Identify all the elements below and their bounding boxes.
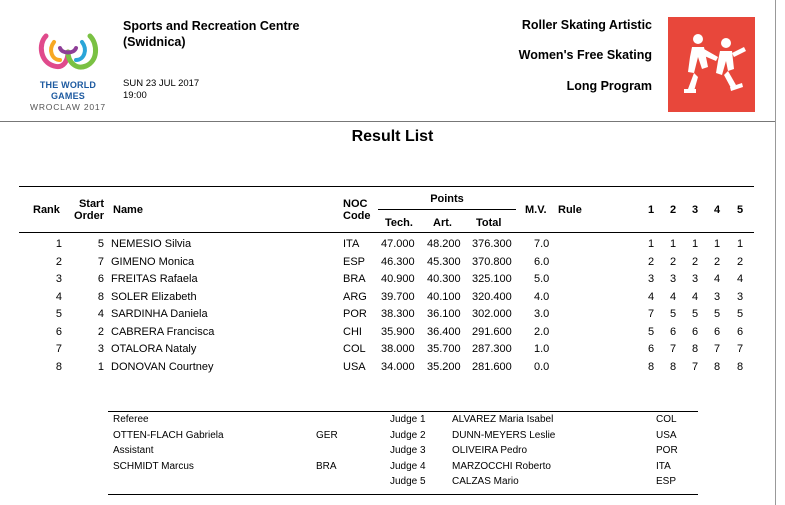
col-start: Start (78, 198, 104, 210)
cell-mv: 4.0 (534, 290, 550, 303)
date-time (123, 78, 199, 102)
judge-noc: ITA (656, 460, 671, 472)
cell-order: 8 (97, 290, 104, 303)
assistant-noc: BRA (316, 461, 337, 472)
cell-rank: 2 (55, 255, 62, 268)
cell-mv: 0.0 (534, 360, 550, 373)
cell-judge-1-rank: 6 (647, 343, 655, 355)
cell-order: 4 (97, 308, 104, 320)
roller-skating-pictogram (668, 17, 755, 112)
cell-name: OTALORA Nataly (111, 343, 197, 355)
cell-judge-1-rank: 3 (647, 273, 655, 285)
cell-judge-4-rank: 4 (713, 273, 721, 285)
cell-rank: 5 (55, 308, 62, 320)
cell-total: 302.000 (472, 308, 512, 320)
cell-mv: 2.0 (534, 325, 550, 338)
cell-judge-1-rank: 7 (647, 308, 655, 320)
officials-bottom-rule (108, 494, 698, 495)
cell-noc: BRA (343, 273, 366, 285)
logo-line1: THE WORLD GAMES (39, 80, 97, 101)
cell-judge-5-rank: 3 (736, 290, 744, 303)
cell-art: 35.700 (427, 343, 461, 355)
cell-name: FREITAS Rafaela (111, 273, 198, 285)
assistant-name: SCHMIDT Marcus (113, 461, 194, 472)
cell-art: 40.100 (427, 290, 461, 303)
logo-line2: WROCLAW 2017 (30, 102, 106, 112)
cell-mv: 3.0 (534, 308, 550, 320)
venue-line1: Sports and Recreation Centre (123, 19, 300, 33)
pair-skating-icon (668, 17, 755, 112)
cell-judge-3-rank: 1 (691, 238, 699, 250)
col-tech: Tech. (385, 217, 413, 229)
cell-judge-3-rank: 4 (691, 290, 699, 303)
cell-judge-4-rank: 7 (713, 343, 721, 355)
cell-judge-2-rank: 4 (669, 290, 677, 303)
cell-name: SOLER Elizabeth (111, 290, 197, 303)
cell-judge-3-rank: 3 (691, 273, 699, 285)
cell-judge-5-rank: 4 (736, 273, 744, 285)
judge-label: Judge 4 (390, 460, 426, 472)
header-divider (0, 121, 776, 122)
cell-art: 48.200 (427, 238, 461, 250)
judge-noc: USA (656, 429, 677, 441)
cell-judge-4-rank: 1 (713, 238, 721, 250)
judge-name: CALZAS Mario (452, 476, 519, 487)
judge-label: Judge 1 (390, 414, 426, 425)
col-rank: Rank (33, 204, 60, 216)
cell-tech: 38.000 (381, 343, 415, 355)
cell-judge-3-rank: 8 (691, 343, 699, 355)
col-name: Name (113, 204, 143, 216)
cell-rank: 4 (55, 290, 62, 303)
cell-name: SARDINHA Daniela (111, 308, 208, 320)
judge-noc: POR (656, 445, 678, 456)
cell-total: 281.600 (472, 360, 512, 373)
cell-judge-4-rank: 5 (713, 308, 721, 320)
cell-judge-3-rank: 7 (691, 360, 699, 373)
cell-judge-3-rank: 5 (691, 308, 699, 320)
event-discipline: Roller Skating Artistic (521, 18, 652, 32)
col-rule: Rule (558, 204, 582, 216)
col-order: Order (74, 210, 104, 222)
event-name: Women's Free Skating (518, 48, 652, 62)
cell-order: 5 (97, 238, 104, 250)
cell-judge-5-rank: 1 (736, 238, 744, 250)
table-row (0, 308, 785, 325)
judge-label: Judge 5 (390, 476, 426, 487)
cell-judge-2-rank: 8 (669, 360, 677, 373)
cell-rank: 6 (55, 325, 62, 338)
table-row (0, 326, 785, 343)
venue-line2: (Swidnica) (123, 35, 186, 49)
cell-judge-4-rank: 6 (713, 325, 721, 338)
cell-art: 45.300 (427, 255, 461, 268)
cell-tech: 40.900 (381, 273, 415, 285)
cell-judge-2-rank: 1 (669, 238, 677, 250)
cell-rank: 1 (55, 238, 62, 250)
table-header-bottom-rule (19, 232, 754, 233)
cell-noc: ESP (343, 255, 366, 268)
cell-order: 3 (97, 343, 104, 355)
cell-order: 7 (97, 255, 104, 268)
referee-name: OTTEN-FLACH Gabriela (113, 430, 224, 441)
cell-mv: 1.0 (534, 343, 550, 355)
judge-label: Judge 2 (390, 429, 426, 441)
cell-name: DONOVAN Courtney (111, 360, 214, 373)
cell-name: NEMESIO Silvia (111, 238, 192, 250)
cell-mv: 6.0 (534, 255, 550, 268)
col-judge-2: 2 (669, 204, 677, 216)
cell-judge-1-rank: 1 (647, 238, 655, 250)
event-time: 19:00 (123, 90, 147, 101)
judge-name: OLIVEIRA Pedro (452, 445, 528, 456)
col-code: Code (343, 210, 371, 222)
cell-judge-3-rank: 2 (691, 255, 699, 268)
cell-judge-1-rank: 4 (647, 290, 655, 303)
cell-mv: 5.0 (534, 273, 550, 285)
col-art: Art. (433, 217, 452, 229)
col-points: Points (430, 193, 464, 205)
cell-noc: CHI (343, 325, 362, 338)
table-row (0, 291, 785, 308)
cell-noc: USA (343, 360, 366, 373)
officials-top-rule (108, 411, 698, 412)
cell-judge-3-rank: 6 (691, 325, 699, 338)
cell-total: 287.300 (472, 343, 512, 355)
cell-order: 6 (97, 273, 104, 285)
table-header-top-rule (19, 186, 754, 187)
judge-name: MARZOCCHI Roberto (452, 460, 551, 472)
cell-judge-5-rank: 7 (736, 343, 744, 355)
judge-name: DUNN-MEYERS Leslie (452, 429, 556, 441)
cell-tech: 39.700 (381, 290, 415, 303)
table-row (0, 343, 785, 360)
cell-name: CABRERA Francisca (111, 325, 215, 338)
col-total: Total (476, 217, 502, 229)
cell-art: 36.400 (427, 325, 461, 338)
referee-noc: GER (316, 430, 338, 441)
cell-mv: 7.0 (534, 238, 550, 250)
cell-tech: 35.900 (381, 325, 415, 338)
cell-order: 2 (97, 325, 104, 338)
cell-tech: 47.000 (381, 238, 415, 250)
cell-noc: ARG (343, 290, 367, 303)
cell-judge-2-rank: 5 (669, 308, 677, 320)
cell-rank: 8 (55, 360, 62, 373)
cell-art: 36.100 (427, 308, 461, 320)
assistant-label: Assistant (113, 445, 154, 456)
cell-judge-4-rank: 3 (713, 290, 721, 303)
cell-noc: POR (343, 308, 367, 320)
cell-rank: 3 (55, 273, 62, 285)
cell-tech: 46.300 (381, 255, 415, 268)
cell-judge-5-rank: 6 (736, 325, 744, 338)
col-judge-1: 1 (647, 204, 655, 216)
cell-total: 376.300 (472, 238, 512, 250)
cell-judge-4-rank: 2 (713, 255, 721, 268)
table-row (0, 256, 785, 273)
cell-judge-2-rank: 6 (669, 325, 677, 338)
judge-noc: COL (656, 414, 677, 425)
cell-total: 320.400 (472, 290, 512, 303)
cell-judge-2-rank: 7 (669, 343, 677, 355)
cell-judge-1-rank: 5 (647, 325, 655, 338)
col-mv: M.V. (525, 204, 547, 216)
logo-caption (22, 80, 114, 113)
col-judge-5: 5 (736, 204, 744, 216)
cell-judge-2-rank: 3 (669, 273, 677, 285)
cell-total: 325.100 (472, 273, 512, 285)
table-row (0, 238, 785, 255)
cell-order: 1 (97, 360, 104, 373)
cell-noc: COL (343, 343, 366, 355)
event-phase: Long Program (566, 79, 652, 93)
venue (123, 18, 299, 50)
cell-noc: ITA (343, 238, 360, 250)
event-date: SUN 23 JUL 2017 (123, 78, 200, 89)
cell-judge-5-rank: 8 (736, 360, 744, 373)
judge-label: Judge 3 (390, 445, 426, 456)
cell-judge-1-rank: 2 (647, 255, 655, 268)
judge-name: ALVAREZ Maria Isabel (452, 414, 554, 425)
cell-rank: 7 (55, 343, 62, 355)
points-underline (378, 209, 516, 210)
page-title: Result List (351, 128, 434, 145)
cell-judge-5-rank: 2 (736, 255, 744, 268)
cell-total: 370.800 (472, 255, 512, 268)
cell-total: 291.600 (472, 325, 512, 338)
referee-label: Referee (113, 414, 149, 425)
cell-name: GIMENO Monica (111, 255, 195, 268)
cell-tech: 38.300 (381, 308, 415, 320)
cell-judge-1-rank: 8 (647, 360, 655, 373)
cell-art: 40.300 (427, 273, 461, 285)
table-row (0, 361, 785, 378)
col-judge-3: 3 (691, 204, 699, 216)
cell-judge-2-rank: 2 (669, 255, 677, 268)
col-judge-4: 4 (713, 204, 721, 216)
cell-judge-5-rank: 5 (736, 308, 744, 320)
cell-judge-4-rank: 8 (713, 360, 721, 373)
cell-art: 35.200 (427, 360, 461, 373)
judge-noc: ESP (656, 476, 677, 487)
cell-tech: 34.000 (381, 360, 415, 373)
table-row (0, 273, 785, 290)
col-noc: NOC (343, 198, 368, 210)
world-games-logo-icon (18, 22, 118, 82)
